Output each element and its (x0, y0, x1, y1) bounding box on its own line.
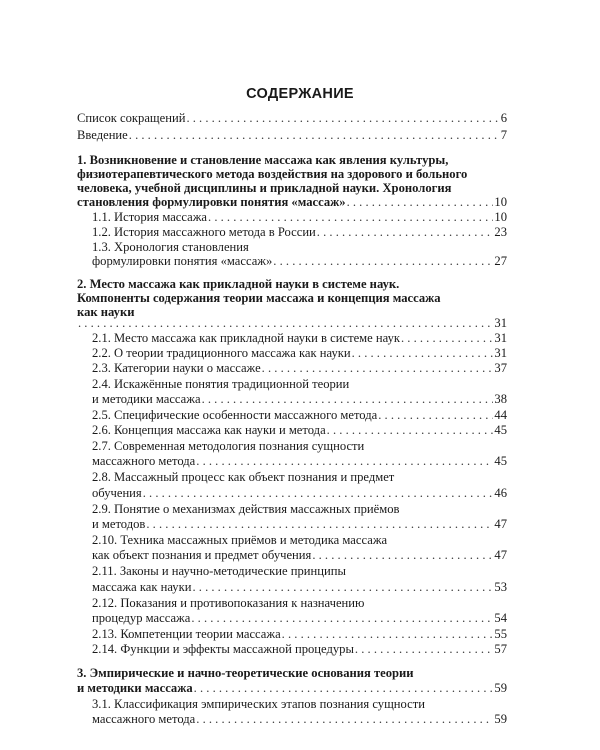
chapter-heading-line: человека, учебной дисциплины и прикладной науки. Хронология (77, 181, 452, 195)
toc-entry-page: 10 (494, 195, 507, 209)
leader-dots (262, 361, 494, 376)
toc-entry-page: 45 (494, 423, 507, 437)
leader-dots (355, 642, 493, 657)
toc-entry-page: 54 (494, 611, 507, 625)
toc-entry-label: 2.6. Концепция массажа как науки и метода (92, 423, 326, 437)
toc-entry-label: массажного метода (92, 454, 196, 468)
toc-entry-label: 2.13. Компетенции теории массажа (92, 627, 281, 641)
toc-entry (92, 408, 507, 423)
toc-entry-page: 46 (494, 486, 507, 500)
toc-entry-first-line: 2.4. Искажённые понятия традиционной теории (92, 377, 350, 391)
toc-entry-page: 37 (494, 361, 507, 375)
leader-dots (191, 611, 493, 626)
toc-entry-label: Список сокращений (77, 111, 186, 125)
toc-entry-label: и методики массажа (77, 681, 193, 695)
toc-entry (92, 346, 507, 361)
chapter-heading-line: 1. Возникновение и становление массажа как явления культуры, (77, 153, 449, 167)
leader-dots (186, 111, 499, 126)
toc-entry-first-line: 2.8. Массажный процесс как объект познания и предмет (92, 470, 395, 484)
toc-entry-label: процедур массажа (92, 611, 191, 625)
toc-entry (92, 642, 507, 657)
leader-dots (196, 454, 493, 469)
toc-entry-page: 59 (494, 681, 507, 695)
toc-entry-label: и методов (92, 517, 146, 531)
toc-entry-page: 31 (494, 316, 507, 330)
toc-entry-label: массажного метода (92, 712, 196, 726)
leader-dots (352, 346, 494, 361)
toc-entry-label: Введение (77, 128, 128, 142)
chapter-heading-line: физиотерапевтического метода воздействия на здорового и больного (77, 167, 468, 181)
toc-entry-page: 47 (494, 548, 507, 562)
leader-dots (327, 423, 494, 438)
toc-entry (92, 210, 507, 225)
toc-entry-first-line: 2.9. Понятие о механизмах действия массажных приёмов (92, 502, 400, 516)
toc-entry-label: массажа как науки (92, 580, 192, 594)
toc-entry-page: 59 (494, 712, 507, 726)
toc-entry-page: 38 (494, 392, 507, 406)
toc-entry-first-line: 2.10. Техника массажных приёмов и методика массажа (92, 533, 388, 547)
toc-entry-label: 2.2. О теории традиционного массажа как науки (92, 346, 351, 360)
toc-entry-page: 23 (494, 225, 507, 239)
leader-dots (196, 712, 493, 727)
toc-entry-page: 44 (494, 408, 507, 422)
toc-entry (92, 361, 507, 376)
toc-entry-page: 55 (494, 627, 507, 641)
toc-entry (92, 225, 507, 240)
toc-entry (77, 111, 507, 126)
toc-entry (92, 331, 507, 346)
toc-entry (92, 254, 507, 269)
toc-entry-page: 53 (494, 580, 507, 594)
leader-dots (401, 331, 493, 346)
toc-entry-label: 1.2. История массажного метода в России (92, 225, 316, 239)
toc-entry (92, 392, 507, 407)
toc-entry-page: 31 (494, 331, 507, 345)
toc-entry-label: 2.14. Функции и эффекты массажной процедуры (92, 642, 354, 656)
chapter-heading-line: 3. Эмпирические и начно-теоретические основания теории (77, 666, 414, 680)
leader-dots (282, 627, 494, 642)
leader-dots (143, 486, 494, 501)
leader-dots (194, 681, 494, 696)
leader-dots (202, 392, 494, 407)
toc-entry-label: 1.1. История массажа (92, 210, 208, 224)
leader-dots (208, 210, 493, 225)
toc-entry (92, 423, 507, 438)
toc-entry (77, 128, 507, 143)
toc-entry-label: формулировки понятия «массаж» (92, 254, 273, 268)
toc-entry (92, 517, 507, 532)
toc-entry-label: как объект познания и предмет обучения (92, 548, 312, 562)
leader-dots (317, 225, 494, 240)
toc-entry-page: 57 (494, 642, 507, 656)
toc-entry (92, 580, 507, 595)
toc-entry-label: 2.5. Специфические особенности массажного метода (92, 408, 378, 422)
toc-entry-label: становления формулировки понятия «массаж» (77, 195, 346, 209)
toc-entry (92, 548, 507, 563)
leader-dots (273, 254, 493, 269)
toc-entry-label: 2.1. Место массажа как прикладной науки в системе наук (92, 331, 400, 345)
toc-entry (92, 454, 507, 469)
toc-entry-page: 10 (494, 210, 507, 224)
toc-entry-first-line: 2.7. Современная методология познания сущности (92, 439, 365, 453)
toc-entry (92, 611, 507, 626)
toc-entry-first-line: 1.3. Хронология становления (92, 240, 249, 254)
leader-dots (312, 548, 493, 563)
toc-entry-page: 6 (500, 111, 507, 125)
toc-entry-page-line (77, 316, 507, 331)
leader-dots (192, 580, 493, 595)
leader-dots (347, 195, 494, 210)
toc-entry-first-line: 3.1. Классификация эмпирических этапов познания сущности (92, 697, 425, 711)
toc-entry (92, 627, 507, 642)
toc-entry-page: 27 (494, 254, 507, 268)
leader-dots (78, 316, 493, 331)
toc-entry-first-line: 2.12. Показания и противопоказания к назначению (92, 596, 365, 610)
toc-entry-label: обучения (92, 486, 142, 500)
toc-entry (92, 712, 507, 727)
toc-entry-first-line: 2.11. Законы и научно-методические принципы (92, 564, 346, 578)
leader-dots (378, 408, 493, 423)
toc-entry-page: 47 (494, 517, 507, 531)
toc-entry-label: и методики массажа (92, 392, 201, 406)
chapter-heading-line: Компоненты содержания теории массажа и концепция массажа (77, 291, 441, 305)
page-title: СОДЕРЖАНИЕ (246, 86, 354, 102)
toc-entry-page: 31 (494, 346, 507, 360)
chapter-heading-line: 2. Место массажа как прикладной науки в системе наук. (77, 277, 400, 291)
toc-entry-page: 7 (500, 128, 507, 142)
toc-entry-label: 2.3. Категории науки о массаже (92, 361, 261, 375)
toc-entry-page: 45 (494, 454, 507, 468)
chapter-heading-last: как науки (77, 305, 135, 319)
chapter-heading-last (77, 195, 507, 210)
chapter-heading-last (77, 681, 507, 696)
leader-dots (129, 128, 500, 143)
toc-entry (92, 486, 507, 501)
leader-dots (146, 517, 493, 532)
